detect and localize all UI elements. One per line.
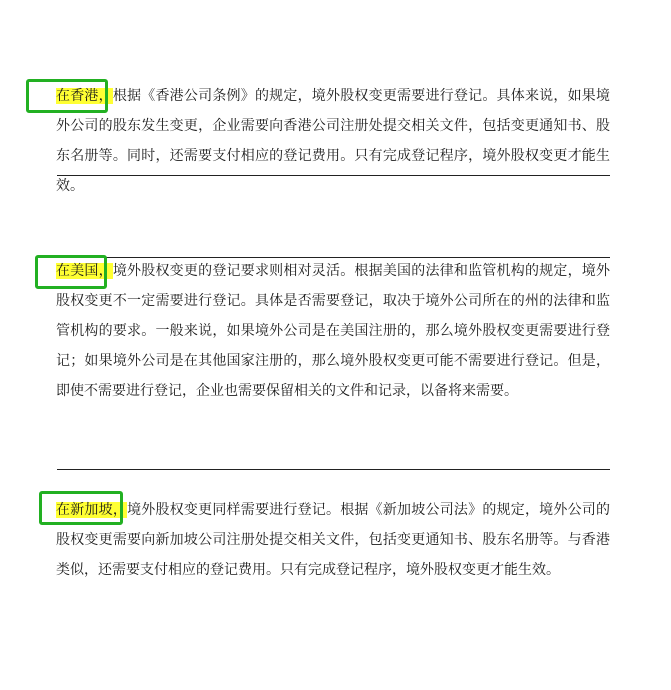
divider-1 (57, 175, 610, 176)
paragraph-singapore-text: 境外股权变更同样需要进行登记。根据《新加坡公司法》的规定，境外公司的股权变更需要向新加坡公司注册处提交相关文件，包括变更通知书、股东名册等。与香港类似，还需要支付相应的登记费用。只有完成登记程序，境外股权变更才能生效。 (56, 502, 611, 578)
paragraph-hong-kong-text: 根据《香港公司条例》的规定，境外股权变更需要进行登记。具体来说，如果境外公司的股东发生变更，企业需要向香港公司注册处提交相关文件，包括变更通知书、股东名册等。同时，还需要支付相应的登记费用。只有完成登记程序，境外股权变更才能生效。 (56, 88, 610, 194)
paragraph-usa-text: 境外股权变更的登记要求则相对灵活。根据美国的法律和监管机构的规定，境外股权变更不一定需要进行登记。具体是否需要登记，取决于境外公司所在的州的法律和监管机构的要求。一般来说，如果境外公司是在美国注册的，那么境外股权变更需要进行登记；如果境外公司是在其他国家注册的，那么境外股权变更可能不需要进行登记。但是，即使不需要进行登记，企业也需要保留相关的文件和记录，以备将来需要。 (56, 263, 610, 399)
divider-3 (57, 469, 610, 470)
highlight-usa: 在美国， (56, 263, 113, 279)
highlight-box-singapore (39, 491, 123, 525)
paragraph-usa (56, 256, 610, 406)
highlight-box-usa (35, 255, 107, 289)
highlight-hong-kong: 在香港， (56, 88, 113, 104)
paragraph-hong-kong (56, 81, 610, 201)
highlight-box-hong-kong (26, 79, 108, 113)
highlight-singapore: 在新加坡， (56, 502, 128, 518)
paragraph-singapore (56, 495, 610, 585)
